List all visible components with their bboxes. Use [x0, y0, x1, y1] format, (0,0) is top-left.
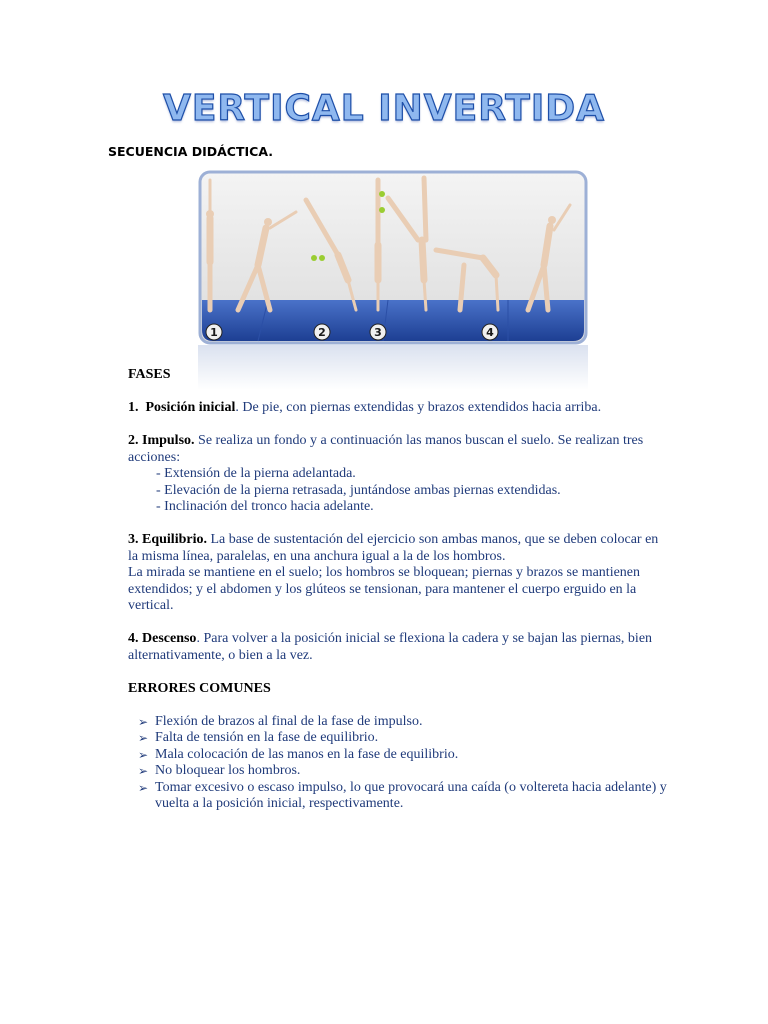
- arrow-bullet-icon: ➢: [138, 764, 149, 778]
- phase-3-text: La base de sustentación del ejercicio son ambas manos, que se deben colocar en la misma línea, paralelas, en una anchura igual a la de los hombros.: [128, 532, 659, 564]
- phase-2-action: - Elevación de la pierna retrasada, juntándose ambas piernas extendidas.: [156, 482, 561, 498]
- phase-1: 1. Posición inicial. De pie, con piernas extendidas y brazos extendidos hacia arriba.: [128, 400, 602, 415]
- list-item: ➢ Falta de tensión en la fase de equilibrio.: [138, 730, 379, 745]
- arrow-bullet-icon: ➢: [138, 731, 149, 745]
- arrow-bullet-icon: ➢: [138, 714, 149, 729]
- phase-1-number: 1: [128, 400, 135, 415]
- step-number-1: 1: [210, 326, 218, 339]
- errores-list: [128, 714, 668, 813]
- fases-heading: FASES: [128, 367, 171, 382]
- document-body: [128, 367, 668, 813]
- list-item: ➢ Tomar excesivo o escaso impulso, lo que provocará una caída (o voltereta hacia adelante) y vuelta a la posición inicial, respectivamente.: [138, 779, 667, 811]
- phase-1-label: Posición inicial: [145, 400, 236, 415]
- gymnastics-sequence-illustration: [198, 170, 588, 345]
- list-item: ➢ Mala colocación de las manos en la fase de equilibrio.: [138, 746, 459, 762]
- phase-1-text: . De pie, con piernas extendidas y brazos extendidos hacia arriba.: [235, 400, 602, 415]
- phase-3-text-2: La mirada se mantiene en el suelo; los hombros se bloquean; piernas y brazos se mantienen extendidos; y el abdomen y los glúteos se tensionan, para mantener el cuerpo erguido en la vertical.: [128, 565, 641, 613]
- list-item: ➢ No bloquear los hombros.: [138, 763, 301, 778]
- list-item: ➢ Flexión de brazos al final de la fase de impulso.: [138, 713, 423, 729]
- step-number-4: 4: [486, 326, 494, 339]
- phase-2-action: - Extensión de la pierna adelantada.: [156, 466, 356, 481]
- step-number-2: 2: [318, 326, 326, 339]
- phase-2: [128, 433, 668, 466]
- page-title: VERTICAL INVERTIDA: [162, 88, 606, 129]
- errores-heading: ERRORES COMUNES: [128, 680, 271, 696]
- arrow-bullet-icon: ➢: [138, 747, 149, 762]
- phase-3-label: 3. Equilibrio.: [128, 532, 207, 547]
- section-subtitle: SECUENCIA DIDÁCTICA.: [108, 144, 273, 159]
- phase-2-action: - Inclinación del tronco hacia adelante.: [156, 499, 374, 514]
- phase-2-label: 2. Impulso.: [128, 433, 195, 448]
- phase-4: [128, 631, 668, 664]
- phase-4-label: 4. Descenso: [128, 631, 197, 646]
- arrow-bullet-icon: ➢: [138, 780, 149, 795]
- phase-3: [128, 532, 668, 565]
- step-number-3: 3: [374, 326, 382, 339]
- phase-2-text: Se realiza un fondo y a continuación las manos buscan el suelo. Se realizan tres acciones:: [128, 433, 644, 465]
- phase-4-text: . Para volver a la posición inicial se flexiona la cadera y se bajan las piernas, bien alternativamente, o bien a la vez.: [128, 631, 653, 663]
